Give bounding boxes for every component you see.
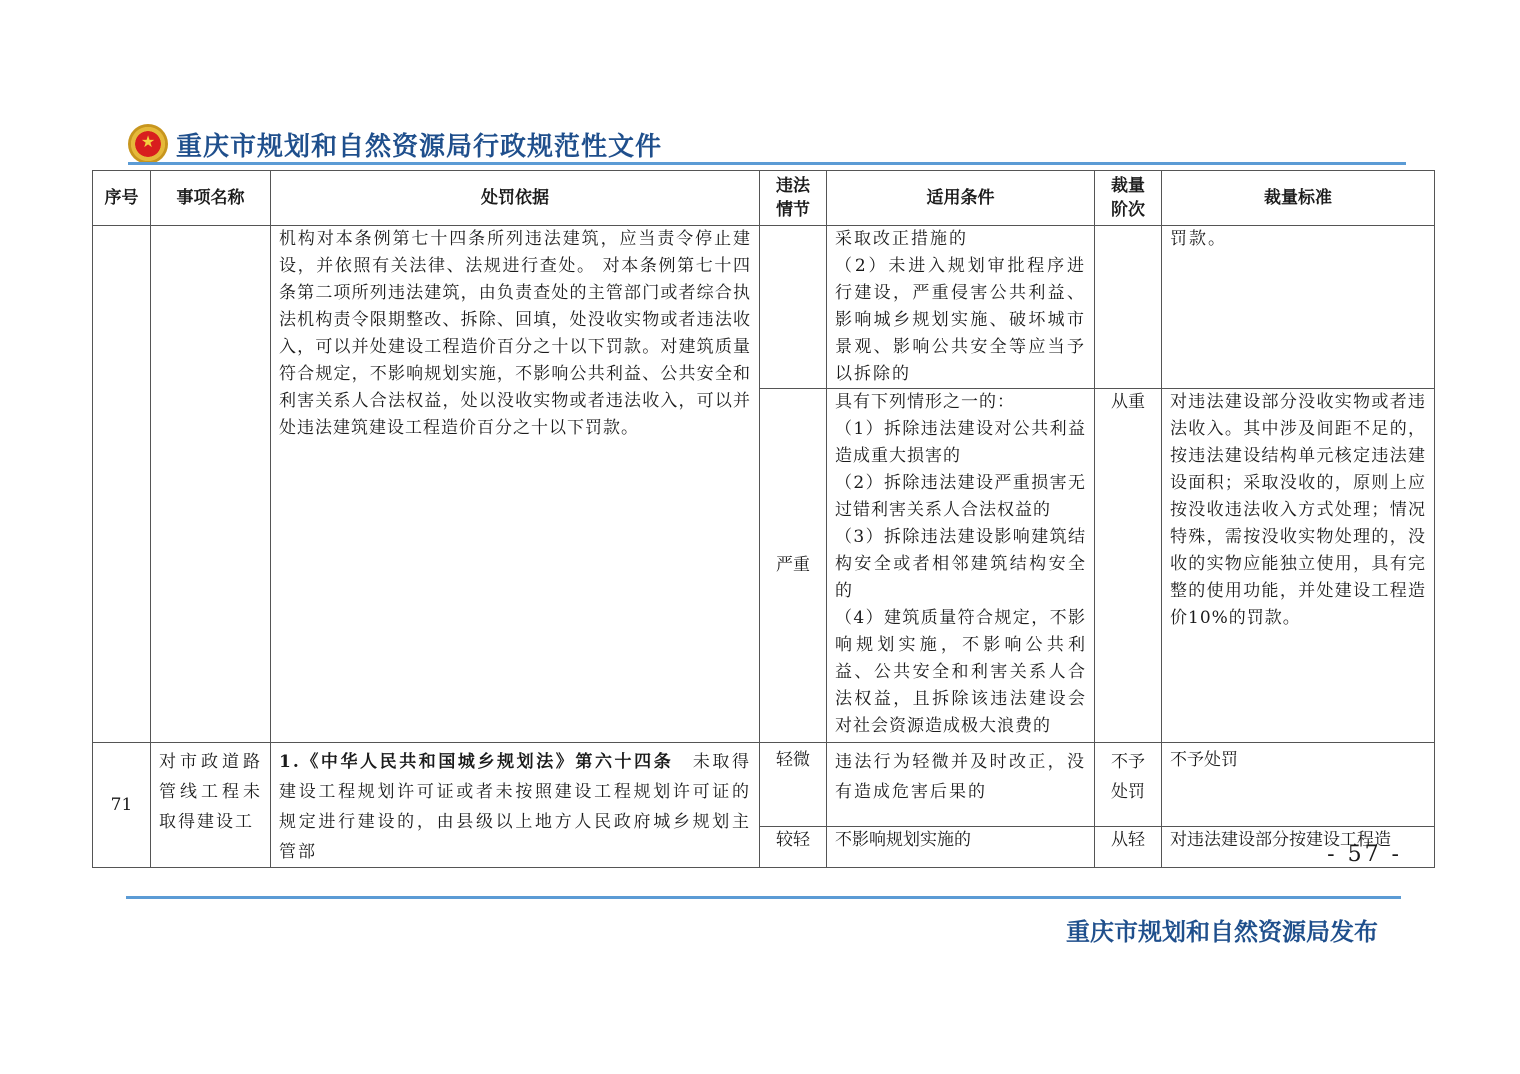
cell-standard-71-2: 对违法建设部分按建设工程造 — [1162, 826, 1435, 867]
document-header — [128, 122, 662, 166]
basis-71-text: 未取得建设工程规划许可证或者未按照建设工程规划许可证的规定进行建设的，由县级以上地方人民政府城乡规划主管部 — [279, 752, 752, 862]
cell-level-a — [1095, 226, 1162, 389]
col-header-conditions: 适用条件 — [827, 171, 1095, 226]
table-row — [93, 743, 1435, 827]
cell-item-name-71: 对市政道路管线工程未取得建设工 — [151, 743, 271, 868]
footer-divider — [126, 896, 1401, 899]
cell-level-71-1: 不予处罚 — [1095, 743, 1162, 827]
col-header-item-name: 事项名称 — [151, 171, 271, 226]
cell-circumstance-b: 严重 — [760, 389, 827, 743]
basis-71-law-title: 1.《中华人民共和国城乡规划法》第六十四条 — [279, 752, 674, 772]
cell-basis-cont: 机构对本条例第七十四条所列违法建筑，应当责令停止建设，并依照有关法律、法规进行查处。 对本条例第七十四条第二项所列违法建筑，由负责查处的主管部门或者综合执法机构责令限期整改、拆除、回填，处没收实物或者违法收入，可以并处建设工程造价百分之十以下罚款。对建筑质量符合规定，不影响规划实施，不影响公共利益、公共安全和利害关系人合法权益，处以没收实物或者违法收入，可以并处违法建筑建设工程造价百分之十以下罚款。 — [271, 226, 760, 743]
cell-level-71-2: 从轻 — [1095, 826, 1162, 867]
cell-standard-a: 罚款。 — [1162, 226, 1435, 389]
col-header-circumstance: 违法 情节 — [760, 171, 827, 226]
cell-standard-b: 对违法建设部分没收实物或者违法收入。其中涉及间距不足的，按违法建设结构单元核定违法建设面积；采取没收的，原则上应按没收违法收入方式处理；情况特殊，需按没收实物处理的，没收的实物应能独立使用，具有完整的使用功能，并处建设工程造价10%的罚款。 — [1162, 389, 1435, 743]
cell-circumstance-71-2: 较轻 — [760, 826, 827, 867]
cell-conditions-71-2: 不影响规划实施的 — [827, 826, 1095, 867]
header-divider — [128, 162, 1406, 165]
cell-conditions-a: 采取改正措施的 （2）未进入规划审批程序进行建设，严重侵害公共利益、影响城乡规划实施、破坏城市景观、影响公共安全等应当予以拆除的 — [827, 226, 1095, 389]
publisher: 重庆市规划和自然资源局发布 — [1066, 918, 1378, 946]
cell-standard-71-1: 不予处罚 — [1162, 743, 1435, 827]
cell-basis-71 — [271, 743, 760, 868]
col-header-number: 序号 — [93, 171, 151, 226]
penalty-table — [92, 170, 1435, 868]
cell-level-b: 从重 — [1095, 389, 1162, 743]
table-row — [93, 226, 1435, 389]
cell-circumstance-71-1: 轻微 — [760, 743, 827, 827]
col-header-level: 裁量 阶次 — [1095, 171, 1162, 226]
cell-number-71: 71 — [93, 743, 151, 868]
cell-number-cont — [93, 226, 151, 743]
national-emblem-icon — [128, 124, 168, 164]
cell-circumstance-a — [760, 226, 827, 389]
cell-item-name-cont — [151, 226, 271, 743]
page-number: - 57 - — [1327, 842, 1402, 867]
col-header-basis: 处罚依据 — [271, 171, 760, 226]
cell-conditions-b: 具有下列情形之一的： （1）拆除违法建设对公共利益造成重大损害的 （2）拆除违法建设严重损害无过错利害关系人合法权益的 （3）拆除违法建设影响建筑结构安全或者相邻建筑结构安全的 （4）建筑质量符合规定，不影响规划实施，不影响公共利益、公共安全和利害关系人合法权益，且拆除该违法建设会对社会资源造成极大浪费的 — [827, 389, 1095, 743]
cell-conditions-71-1: 违法行为轻微并及时改正，没有造成危害后果的 — [827, 743, 1095, 827]
col-header-standard: 裁量标准 — [1162, 171, 1435, 226]
header-title: 重庆市规划和自然资源局行政规范性文件 — [176, 131, 663, 162]
table-header-row — [93, 171, 1435, 226]
